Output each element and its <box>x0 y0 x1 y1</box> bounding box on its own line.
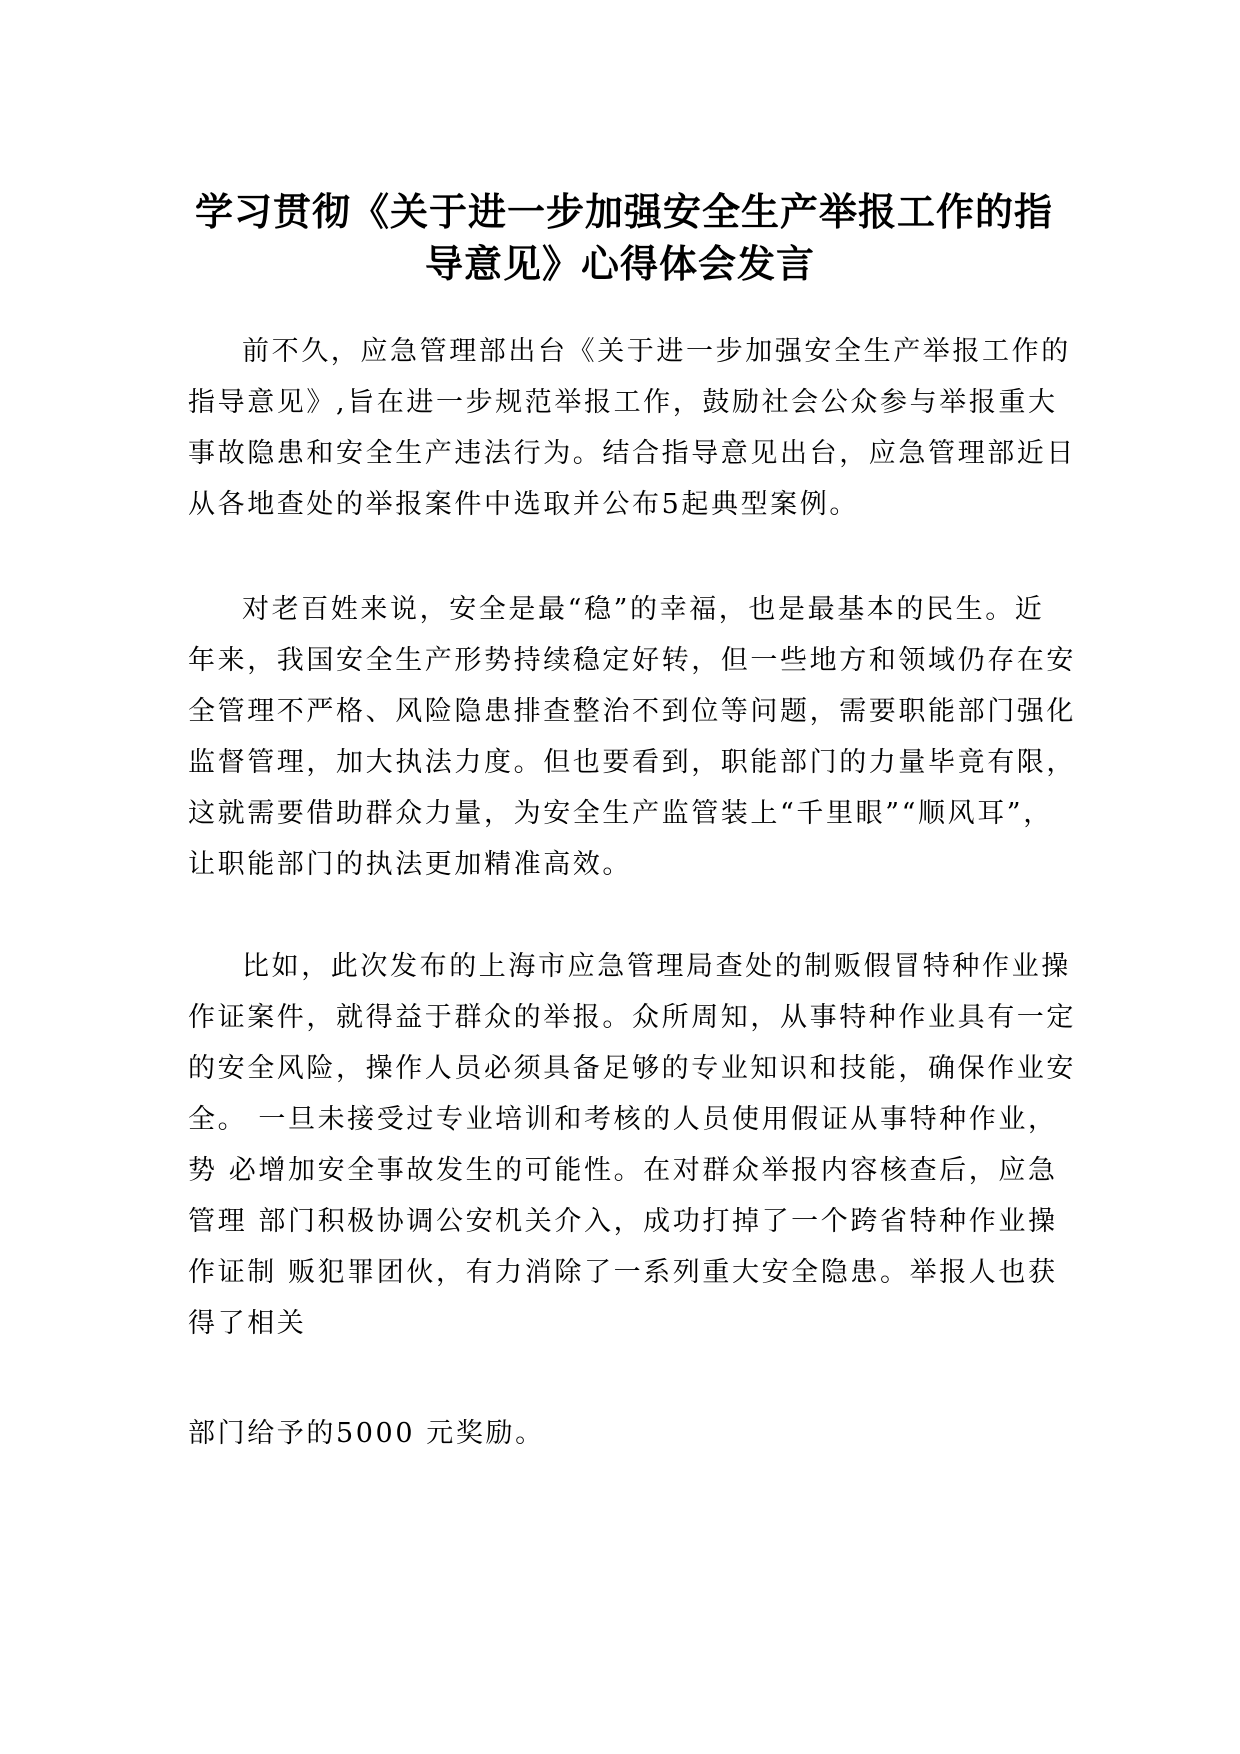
paragraph-line: 管理 部门积极协调公安机关介入，成功打掉了一个跨省特种作业操 <box>188 1206 1058 1237</box>
paragraph-line: 事故隐患和安全生产违法行为。结合指导意见出台，应急管理部近日 <box>188 438 1076 469</box>
paragraph-line: 作证案件，就得益于群众的举报。众所周知，从事特种作业具有一定 <box>188 1002 1076 1033</box>
paragraph-line: 前不久，应急管理部出台《关于进一步加强安全生产举报工作的 <box>242 336 1071 367</box>
paragraph-line: 得了相关 <box>188 1308 307 1339</box>
paragraph-line: 让职能部门的执法更加精准高效。 <box>188 849 632 880</box>
paragraph-line: 年来，我国安全生产形势持续稳定好转，但一些地方和领域仍存在安 <box>188 645 1076 676</box>
paragraph-line: 比如，此次发布的上海市应急管理局查处的制贩假冒特种作业操 <box>242 951 1071 982</box>
title-line-2: 导意见》心得体会发言 <box>424 241 815 286</box>
paragraph-1 <box>188 326 1076 530</box>
paragraph-line: 监督管理，加大执法力度。但也要看到，职能部门的力量毕竟有限， <box>188 747 1076 778</box>
title-line-1: 学习贯彻《关于进一步加强安全生产举报工作的指 <box>195 189 1054 234</box>
paragraph-line: 作证制 贩犯罪团伙，有力消除了一系列重大安全隐患。举报人也获 <box>188 1257 1058 1288</box>
paragraph-3 <box>188 941 1076 1349</box>
paragraph-line: 的安全风险，操作人员必须具备足够的专业知识和技能，确保作业安 <box>188 1053 1076 1084</box>
paragraph-line: 指导意见》,旨在进一步规范举报工作，鼓励社会公众参与举报重大 <box>188 387 1058 418</box>
paragraph-line: 从各地查处的举报案件中选取并公布5起典型案例。 <box>188 489 859 520</box>
paragraph-line: 全。 一旦未接受过专业培训和考核的人员使用假证从事特种作业， <box>188 1104 1058 1135</box>
paragraph-line: 势 必增加安全事故发生的可能性。在对群众举报内容核查后，应急 <box>188 1155 1058 1186</box>
document-title <box>195 186 1054 290</box>
paragraph-line: 对老百姓来说，安全是最“稳”的幸福，也是最基本的民生。近 <box>242 594 1045 625</box>
paragraph-line: 这就需要借助群众力量，为安全生产监管装上“千里眼”“顺风耳”， <box>188 798 1053 829</box>
paragraph-tail-line: 部门给予的5000 元奖励。 <box>188 1418 545 1449</box>
paragraph-line: 全管理不严格、风险隐患排查整治不到位等问题，需要职能部门强化 <box>188 696 1076 727</box>
paragraph-2 <box>188 584 1076 890</box>
